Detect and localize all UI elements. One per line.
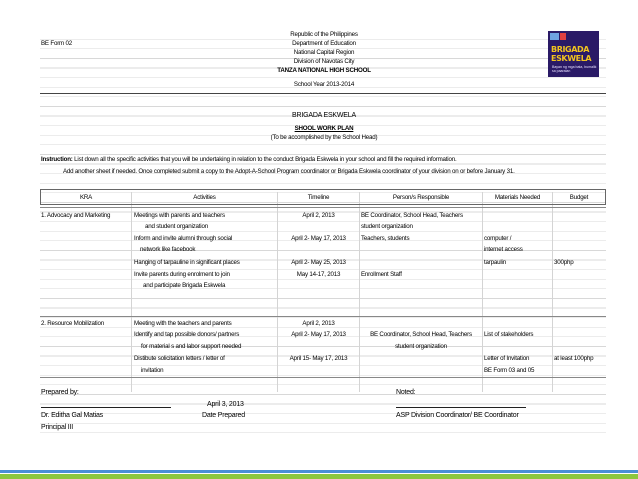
page-note: (To be accomplished by the School Head) <box>270 134 378 141</box>
header-republic: Republic of the Philippines <box>290 31 358 38</box>
column-line <box>359 192 360 392</box>
logo-mark-red <box>560 33 566 40</box>
timeline-text: April 2- May 17, 2013 <box>291 235 346 242</box>
person-text: Enrollment Staff <box>361 271 402 278</box>
person-text: student organization <box>395 343 447 350</box>
person-text: BE Coordinator, School Head, Teachers <box>370 331 472 338</box>
row-separator <box>40 207 606 208</box>
instruction-label: Instruction: <box>41 156 73 163</box>
column-line <box>552 192 553 392</box>
material-text: List of stakeholders <box>484 331 534 338</box>
activity-text: network like facebook <box>140 246 196 253</box>
person-text: Teachers, students <box>361 235 410 242</box>
material-text: Letter of Invitation <box>484 355 530 362</box>
footer-bar-blue <box>0 470 638 473</box>
timeline-text: April 2- May 25, 2013 <box>291 259 346 266</box>
column-line <box>482 192 483 392</box>
header-form: BE Form 02 <box>41 40 73 47</box>
signature-line <box>41 407 171 408</box>
activity-text: Meetings with parents and teachers <box>134 212 225 219</box>
page-title: BRIGADA ESKWELA <box>292 112 356 119</box>
logo-text-brigada: BRIGADA <box>551 45 590 54</box>
signatory-name: Dr. Editha Gal Matias <box>41 412 103 419</box>
instruction-text-1: List down all the specific activities that you will be undertaking in relation to the conduct Brigada Eskwela in your school and fill the required information. <box>72 156 457 163</box>
person-text: BE Coordinator, School Head, Teachers <box>361 212 463 219</box>
timeline-text: April 15- May 17, 2013 <box>289 355 348 362</box>
header-division: Division of Navotas City <box>293 58 355 65</box>
row-separator <box>40 377 606 378</box>
column-header-budget: Budget <box>569 194 589 201</box>
kra-advocacy: 1. Advocacy and Marketing <box>41 212 111 219</box>
prepared-by-label: Prepared by: <box>41 389 79 396</box>
logo-mark-blue <box>550 33 559 40</box>
noted-label: Noted: <box>396 389 416 396</box>
header-school: TANZA NATIONAL HIGH SCHOOL <box>277 67 371 74</box>
activity-text: Meeting with the teachers and parents <box>134 320 232 327</box>
budget-text: at least 100php <box>554 355 594 362</box>
instruction-line-2: Add another sheet if needed. Once completed submit a copy to the Adopt-A-School Program coordinator or Brigada Eskwela coordinator of your division on or before January 31. <box>63 168 515 175</box>
budget-text: 300php <box>554 259 574 266</box>
date-prepared-value: April 3, 2013 <box>207 401 244 408</box>
page-subtitle: SHOOL WORK PLAN <box>294 125 354 132</box>
person-text: student organization <box>361 223 413 230</box>
logo-text-eskwela: ESKWELA <box>551 54 592 63</box>
activity-text: Invite parents during enrolment to join <box>134 271 230 278</box>
activity-text: invitation <box>141 367 164 374</box>
instruction-line-1 <box>41 155 456 164</box>
column-header-activities: Activities <box>193 194 216 201</box>
column-line <box>131 192 132 392</box>
timeline-text: April 2, 2013 <box>302 320 335 327</box>
activity-text: Identify and tap possible donors/ partners <box>134 331 240 338</box>
brigada-eskwela-logo <box>548 31 599 77</box>
activity-text: and participate Brigada Eskwela <box>143 282 226 289</box>
column-header-kra: KRA <box>79 194 93 201</box>
header-school-year: School Year 2013-2014 <box>293 81 355 88</box>
kra-resource: 2. Resource Mobilization <box>41 320 104 327</box>
logo-tagline: Bayan ng mga bata, bumalik sa paaralan <box>552 65 597 73</box>
material-text: internet access <box>484 246 523 253</box>
timeline-text: April 2, 2013 <box>302 212 335 219</box>
material-text: tarpaulin <box>484 259 506 266</box>
header-department: Department of Education <box>292 40 356 47</box>
header-divider <box>40 93 606 94</box>
footer-bar-green <box>0 474 638 479</box>
date-prepared-label: Date Prepared <box>202 412 245 419</box>
activity-text: and student organization <box>145 223 208 230</box>
row-separator <box>40 316 606 317</box>
signatory-position: Principal III <box>41 424 74 431</box>
activity-text: for material s and labor support needed <box>141 343 242 350</box>
activity-text: Inform and invite alumni through social <box>134 235 233 242</box>
material-text: BE Form 03 and 05 <box>484 367 535 374</box>
activity-text: Distibute solicitation letters / letter of <box>134 355 225 362</box>
timeline-text: April 2- May 17, 2013 <box>291 331 346 338</box>
column-header-timeline: Timeline <box>307 194 330 201</box>
column-header-materials: Materials Needed <box>494 194 541 201</box>
timeline-text: May 14-17, 2013 <box>296 271 341 278</box>
material-text: computer / <box>484 235 512 242</box>
signature-line-noted <box>396 407 526 408</box>
activity-text: Hanging of tarpauline in significant places <box>134 259 240 266</box>
header-region: National Capital Region <box>293 49 355 56</box>
noted-position: ASP Division Coordinator/ BE Coordinator <box>396 412 519 419</box>
column-header-persons: Person/s Responsible <box>392 194 450 201</box>
